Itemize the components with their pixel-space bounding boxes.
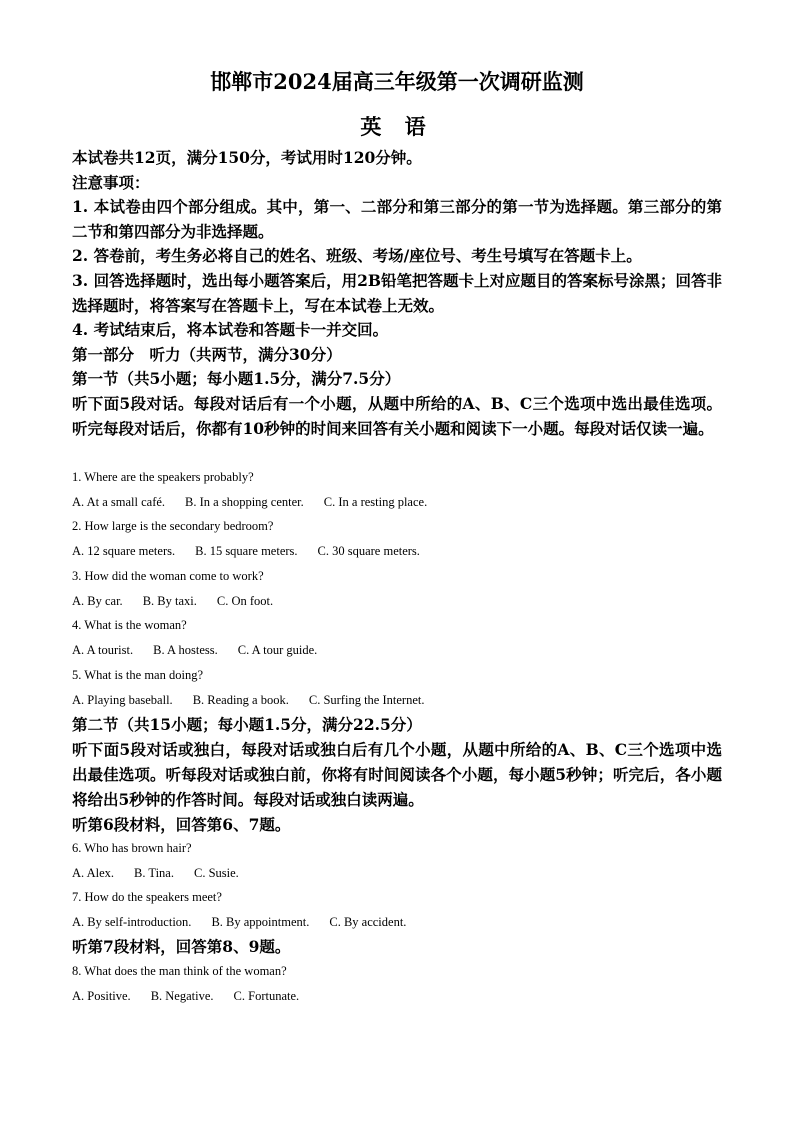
option-b: B. Negative. [150,989,214,1003]
note-4: 4. 考试结束后，将本试卷和答题卡一并交回。 [72,320,389,339]
exam-summary: 本试卷共12页，满分150分，考试用时120分钟。 [72,148,422,167]
subject-title: 英 语 [360,114,434,139]
options-6 [72,864,259,882]
option-b: B. Reading a book. [192,693,289,707]
option-b: B. 15 square meters. [195,544,298,558]
option-c: C. A tour guide. [237,643,318,657]
options-8 [72,987,319,1005]
option-c: C. Fortunate. [233,989,300,1003]
option-b: B. In a shopping center. [185,495,304,509]
part1-heading: 第一部分 听力（共两节，满分30分） [72,345,342,364]
option-a: A. A tourist. [72,643,134,657]
note-1: 1. 本试卷由四个部分组成。其中，第一、二部分和第三部分的第一节为选择题。第三部分的第二节和第四部分为非选择题。 [72,197,722,241]
question-4: 4. What is the woman? [72,618,187,632]
option-a: A. By car. [72,594,123,608]
option-a: A. At a small café. [72,495,166,509]
section2-heading: 第二节（共15小题；每小题1.5分，满分22.5分） [72,715,422,734]
option-b: B. A hostess. [153,643,218,657]
question-1: 1. Where are the speakers probably? [72,470,254,484]
question-2: 2. How large is the secondary bedroom? [72,519,274,533]
option-c: C. Susie. [193,866,239,880]
question-8: 8. What does the man think of the woman? [72,964,287,978]
exam-title: 邯郸市2024届高三年级第一次调研监测 [210,69,584,94]
option-c: C. On foot. [216,594,274,608]
note-3: 3. 回答选择题时，选出每小题答案后，用2B铅笔把答题卡上对应题目的答案标号涂黑；回答非选择题时，将答案写在答题卡上，写在本试卷上无效。 [72,271,722,315]
options-4 [72,641,337,659]
section1-instructions: 听下面5段对话。每段对话后有一个小题，从题中所给的A、B、C三个选项中选出最佳选项。听完每段对话后，你都有10秒钟的时间来回答有关小题和阅读下一小题。每段对话仅读一遍。 [72,394,722,438]
option-a: A. Playing baseball. [72,693,173,707]
options-5 [72,691,444,709]
option-a: A. By self-introduction. [72,915,192,929]
option-c: C. Surfing the Internet. [308,693,425,707]
notes-heading: 注意事项： [72,173,150,192]
option-b: B. By appointment. [211,915,310,929]
option-c: C. 30 square meters. [317,544,420,558]
option-b: B. By taxi. [142,594,197,608]
question-3: 3. How did the woman come to work? [72,569,264,583]
option-a: A. Alex. [72,866,115,880]
section2-instructions: 听下面5段对话或独白，每段对话或独白后有几个小题，从题中所给的A、B、C三个选项中选出最佳选项。听每段对话或独白前，你将有时间阅读各个小题，每小题5秒钟；听完后，各小题将给出5秒钟的作答时间。每段对话或独白读两遍。 [72,740,722,809]
option-c: C. By accident. [329,915,407,929]
option-c: C. In a resting place. [323,495,428,509]
note-2: 2. 答卷前，考生务必将自己的姓名、班级、考场/座位号、考生号填写在答题卡上。 [72,246,642,265]
options-1 [72,493,447,511]
question-5: 5. What is the man doing? [72,668,203,682]
options-2 [72,542,440,560]
question-6: 6. Who has brown hair? [72,841,192,855]
material-6-heading: 听第6段材料，回答第6、7题。 [72,815,291,834]
section1-heading: 第一节（共5小题；每小题1.5分，满分7.5分） [72,369,401,388]
option-b: B. Tina. [134,866,174,880]
option-a: A. 12 square meters. [72,544,176,558]
options-3 [72,592,293,610]
material-7-heading: 听第7段材料，回答第8、9题。 [72,937,291,956]
options-7 [72,913,426,931]
question-7: 7. How do the speakers meet? [72,890,222,904]
option-a: A. Positive. [72,989,131,1003]
